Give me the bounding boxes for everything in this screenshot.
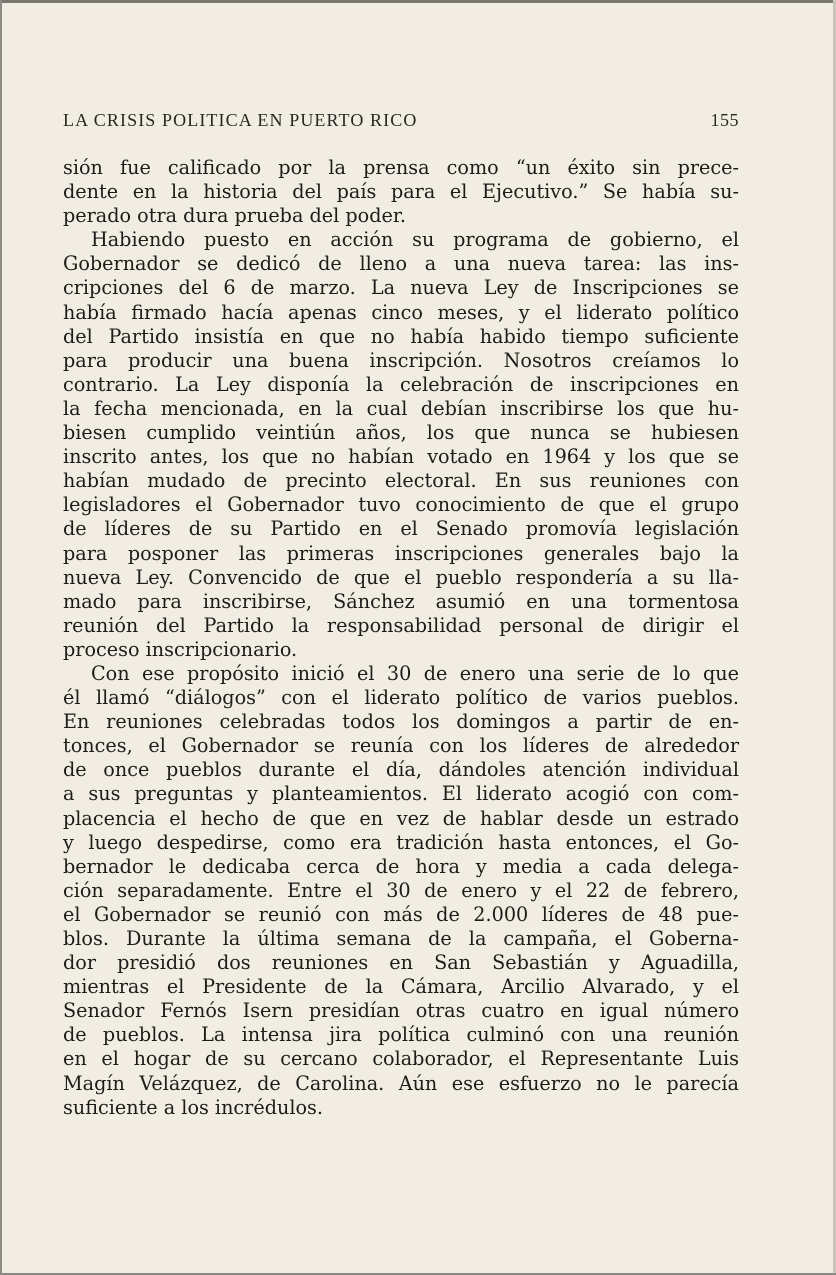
text-line: de pueblos. La intensa jira política culminó con una reunión: [63, 1023, 739, 1047]
text-line: sión fue calificado por la prensa como “un éxito sin prece-: [63, 156, 739, 179]
text-line: bernador le dedicaba cerca de hora y media a cada delega-: [63, 854, 739, 878]
paragraph: [63, 228, 739, 662]
scan-edge-left: [0, 0, 2, 1275]
page-number: 155: [710, 110, 739, 130]
text-line: el Gobernador se reunió con más de 2.000 líderes de 48 pue-: [63, 902, 739, 926]
body-text: [63, 156, 739, 1120]
text-line: Senador Fernós Isern presidían otras cuatro en igual número: [63, 999, 739, 1023]
text-line: nueva Ley. Convencido de que el pueblo respondería a su lla-: [63, 565, 739, 589]
text-line: En reuniones celebradas todos los domingos a partir de en-: [63, 710, 739, 734]
text-line: y luego despedirse, como era tradición hasta entonces, el Go-: [63, 830, 739, 854]
running-head-title: LA CRISIS POLITICA EN PUERTO RICO: [63, 110, 418, 130]
text-line: Gobernador se dedicó de lleno a una nueva tarea: las ins-: [63, 252, 739, 276]
text-line: blos. Durante la última semana de la campaña, el Goberna-: [63, 927, 739, 950]
paragraph: [63, 156, 739, 228]
text-line: Magín Velázquez, de Carolina. Aún ese esfuerzo no le parecía: [63, 1071, 739, 1095]
text-line: él llamó “diálogos” con el liderato político de varios pueblos.: [63, 686, 739, 710]
text-line: placencia el hecho de que en vez de hablar desde un estrado: [63, 806, 739, 830]
text-line: inscrito antes, los que no habían votado en 1964 y los que se: [63, 445, 739, 469]
running-head: [63, 110, 739, 136]
text-line: ción separadamente. Entre el 30 de enero y el 22 de febrero,: [63, 878, 739, 902]
text-line: de líderes de su Partido en el Senado promovía legislación: [63, 517, 739, 541]
text-line: biesen cumplido veintiún años, los que nunca se hubiesen: [63, 421, 739, 445]
paragraph: [63, 662, 739, 1120]
text-line: perado otra dura prueba del poder.: [63, 204, 407, 228]
text-line: del Partido insistía en que no había habido tiempo suficiente: [63, 324, 739, 348]
text-line: cripciones del 6 de marzo. La nueva Ley de Inscripciones se: [63, 276, 739, 300]
text-line: en el hogar de su cercano colaborador, el Representante Luis: [63, 1047, 739, 1071]
text-line: tonces, el Gobernador se reunía con los líderes de alrededor: [63, 734, 739, 758]
text-line: dor presidió dos reuniones en San Sebastián y Aguadilla,: [63, 951, 739, 975]
text-line: para producir una buena inscripción. Nosotros creíamos lo: [63, 348, 739, 372]
text-line: dente en la historia del país para el Ejecutivo.” Se había su-: [63, 180, 739, 204]
text-line: reunión del Partido la responsabilidad personal de dirigir el: [63, 613, 739, 637]
text-line: a sus preguntas y planteamientos. El liderato acogió con com-: [63, 782, 739, 806]
text-line: para posponer las primeras inscripciones generales bajo la: [63, 541, 739, 565]
text-line: mado para inscribirse, Sánchez asumió en una tormentosa: [63, 589, 739, 613]
text-line: había firmado hacía apenas cinco meses, y el liderato político: [63, 300, 739, 324]
scan-edge-top: [0, 0, 836, 3]
text-line: Con ese propósito inició el 30 de enero una serie de lo que: [91, 661, 739, 685]
text-line: mientras el Presidente de la Cámara, Arcilio Alvarado, y el: [63, 975, 739, 999]
text-line: legisladores el Gobernador tuvo conocimiento de que el grupo: [63, 493, 739, 517]
text-line: de once pueblos durante el día, dándoles atención individual: [63, 758, 739, 782]
text-line: contrario. La Ley disponía la celebración de inscripciones en: [63, 372, 739, 396]
text-line: suficiente a los incrédulos.: [63, 1095, 323, 1119]
text-line: habían mudado de precinto electoral. En sus reuniones con: [63, 469, 739, 493]
text-line: proceso inscripcionario.: [63, 637, 298, 661]
text-line: Habiendo puesto en acción su programa de gobierno, el: [91, 228, 739, 252]
text-line: la fecha mencionada, en la cual debían inscribirse los que hu-: [63, 396, 739, 420]
